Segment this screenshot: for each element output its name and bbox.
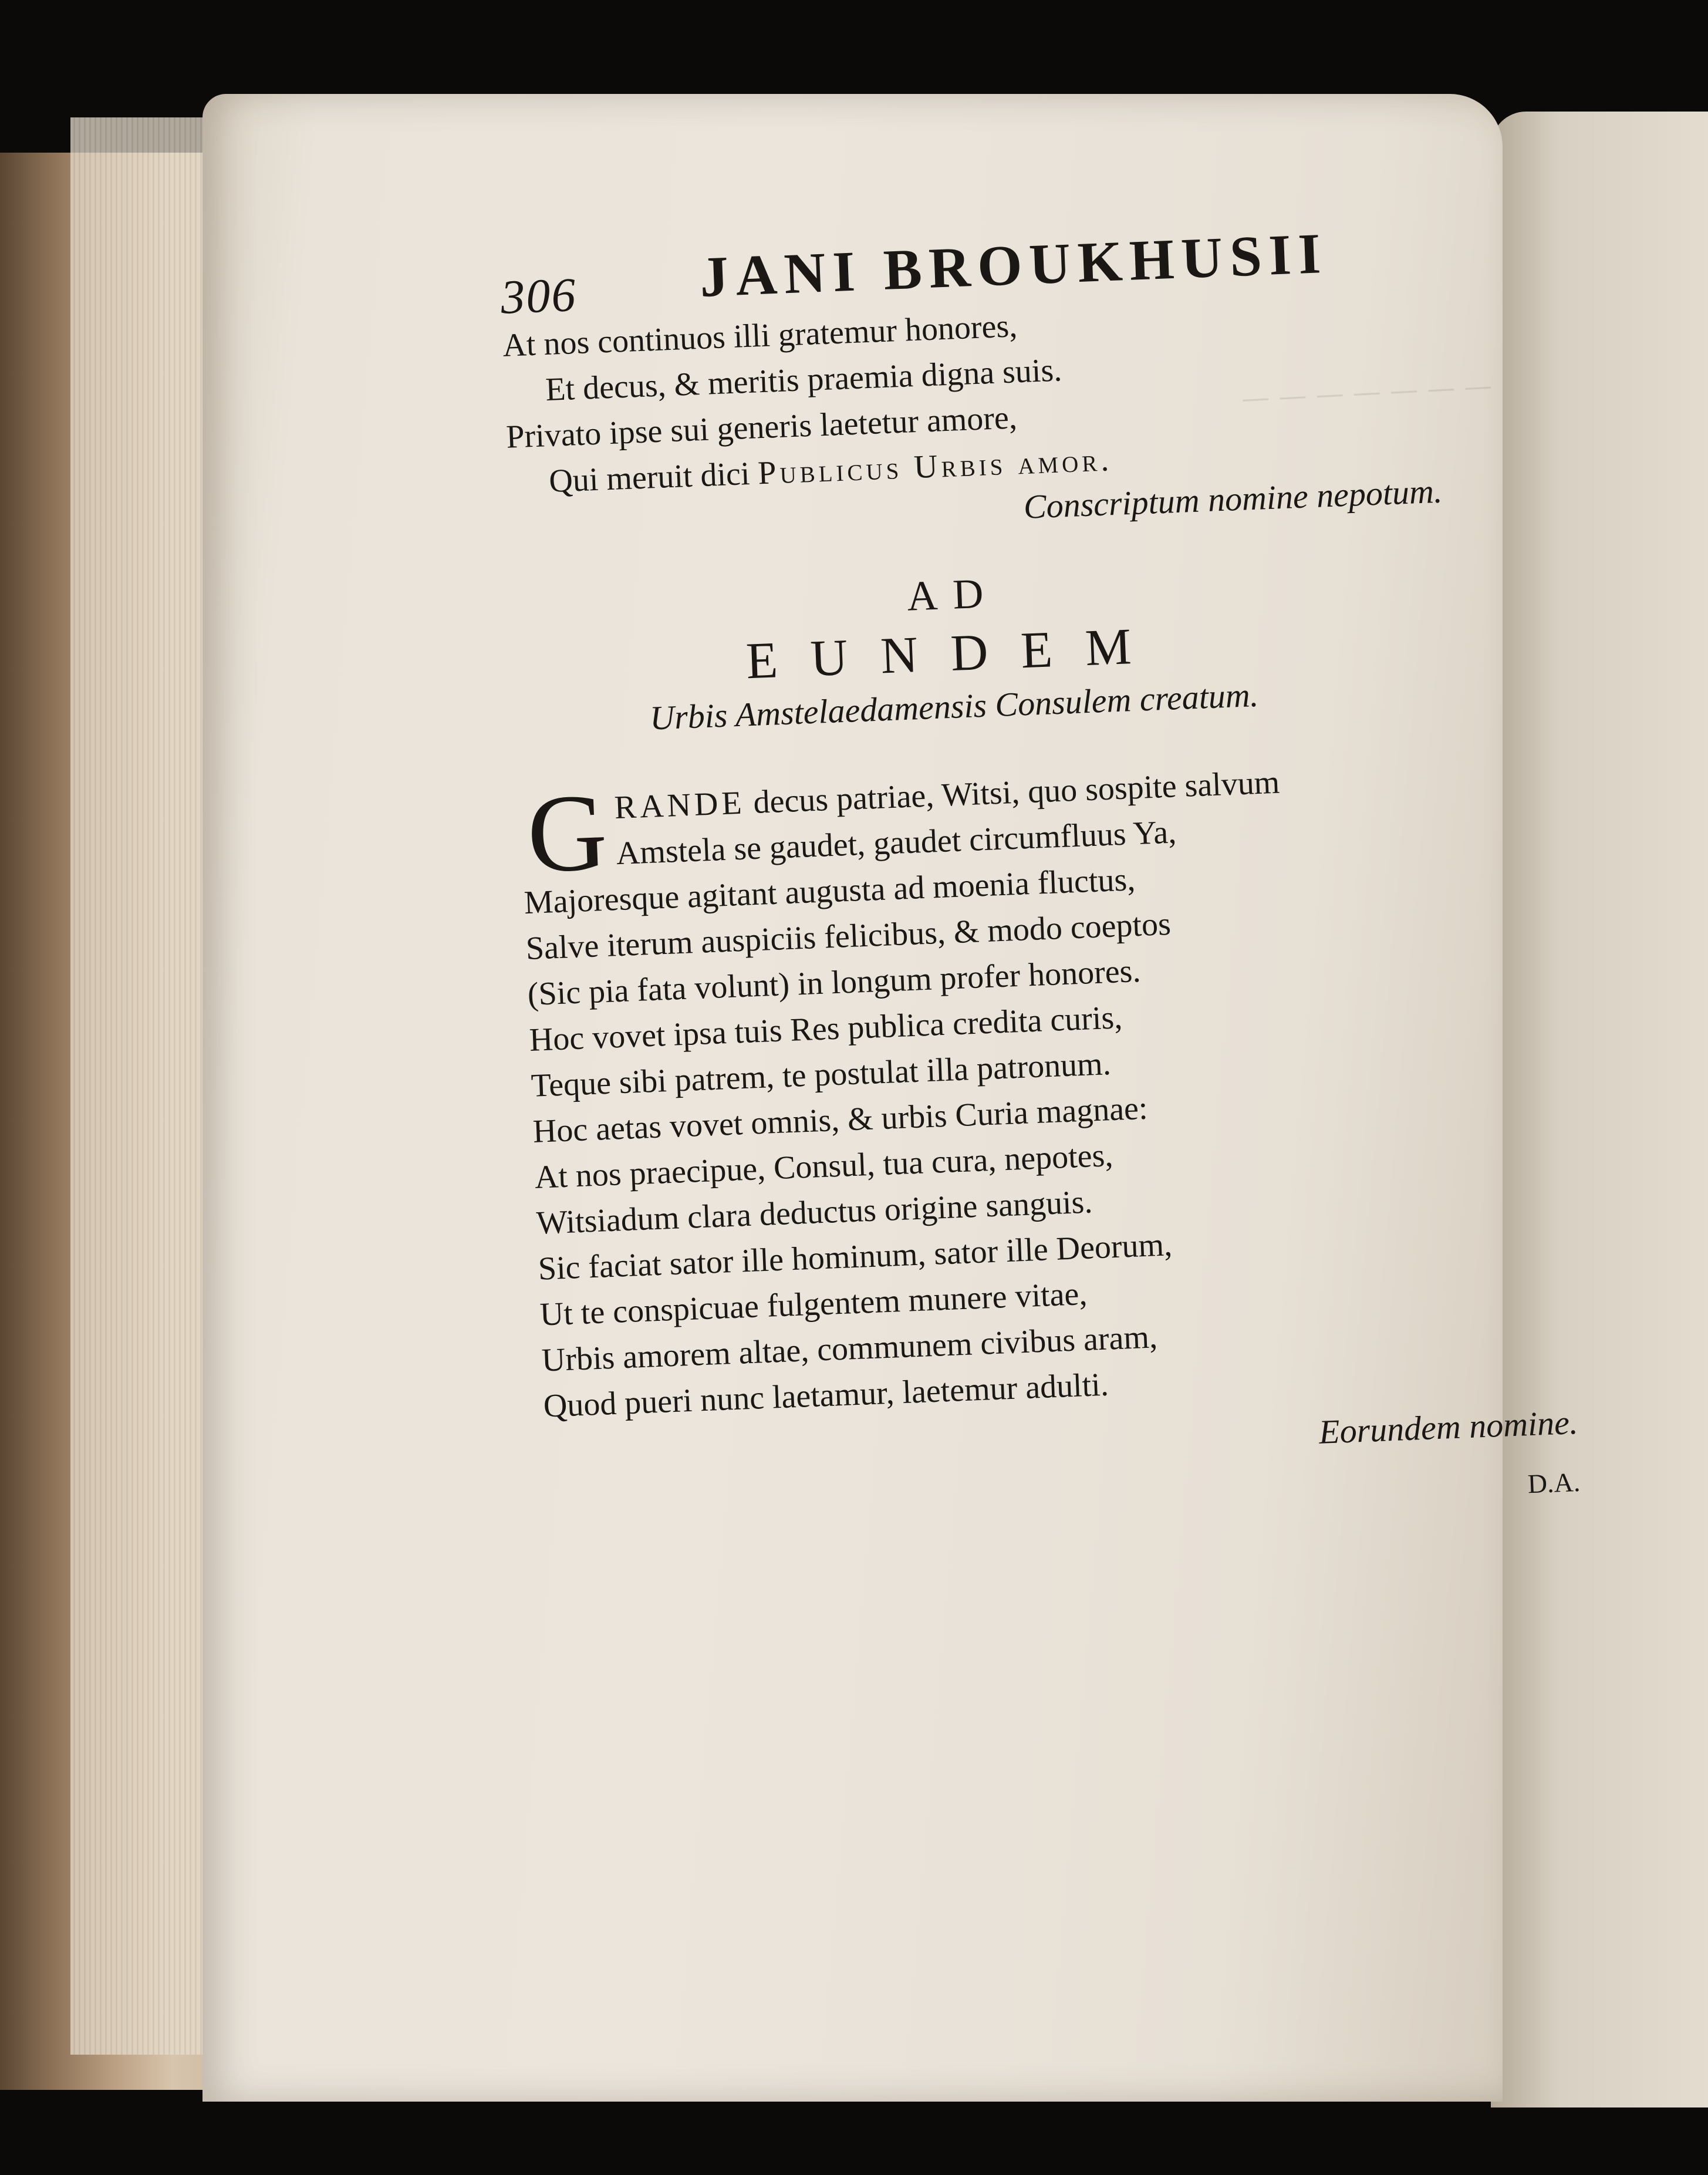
drop-cap: G <box>525 770 610 896</box>
page-edges <box>70 117 217 2055</box>
verse-line: Witsiadum clara deductus origine sanguis. <box>535 1183 1093 1242</box>
verse-line: Privato ipse sui generis laetetur amore, <box>505 399 1018 456</box>
verse-line: At nos continuos illi gratemur honores, <box>502 308 1018 364</box>
catchword: D.A. <box>1527 1466 1581 1499</box>
verse-line: Urbis amorem altae, communem civibus aram, <box>541 1319 1158 1379</box>
verse-line: Hoc aetas vovet omnis, & urbis Curia magnae: <box>532 1090 1149 1150</box>
verse-line: Hoc vovet ipsa tuis Res publica credita curis, <box>528 999 1123 1058</box>
page-text <box>499 207 1581 1537</box>
verse-line: Quod pueri nunc laetamur, laetemur adulti. <box>542 1366 1109 1425</box>
verse-line: (Sic pia fata volunt) in longum profer honores. <box>526 952 1142 1013</box>
verse-line: Salve iterum auspiciis felicibus, & modo coeptos <box>525 905 1172 967</box>
publicus-urbis-amor: Publicus Urbis amor. <box>757 441 1113 492</box>
show-through-text: — — — — — — — <box>1240 369 1493 416</box>
poem-title-ad: AD <box>906 569 1000 620</box>
poem-title-eundem: EUNDEM <box>745 617 1165 690</box>
poem-subtitle: Urbis Amstelaedamensis Consulem creatum. <box>649 675 1260 737</box>
first-word-rest: RANDE <box>613 784 746 827</box>
verse-line: At nos praecipue, Consul, tua cura, nepotes, <box>534 1137 1114 1196</box>
verse-line: Teque sibi patrem, te postulat illa patronum. <box>530 1046 1112 1104</box>
verse-line-start: Qui meruit dici <box>548 455 751 500</box>
verse-line: Majoresque agitant augusta ad moenia fluctus, <box>523 861 1136 922</box>
running-head: JANI BROUKHUSII <box>698 221 1329 309</box>
verse-line: Amstela se gaudet, gaudet circumfluus Ya, <box>615 814 1177 872</box>
previous-poem-signature: Conscriptum nomine nepotum. <box>1022 471 1443 526</box>
poem-body <box>519 749 1577 1429</box>
verse-line: Et decus, & meritis praemia digna suis. <box>545 352 1063 409</box>
verse-line-text: decus patriae, Witsi, quo sospite salvum <box>752 764 1281 821</box>
page-number: 306 <box>499 268 578 324</box>
verse-line: Sic faciat sator ille hominum, sator ille Deorum, <box>537 1226 1173 1287</box>
verse-line: Ut te conspicuae fulgentem munere vitae, <box>539 1275 1088 1333</box>
poem-signature: Eorundem nomine. <box>1318 1402 1579 1451</box>
